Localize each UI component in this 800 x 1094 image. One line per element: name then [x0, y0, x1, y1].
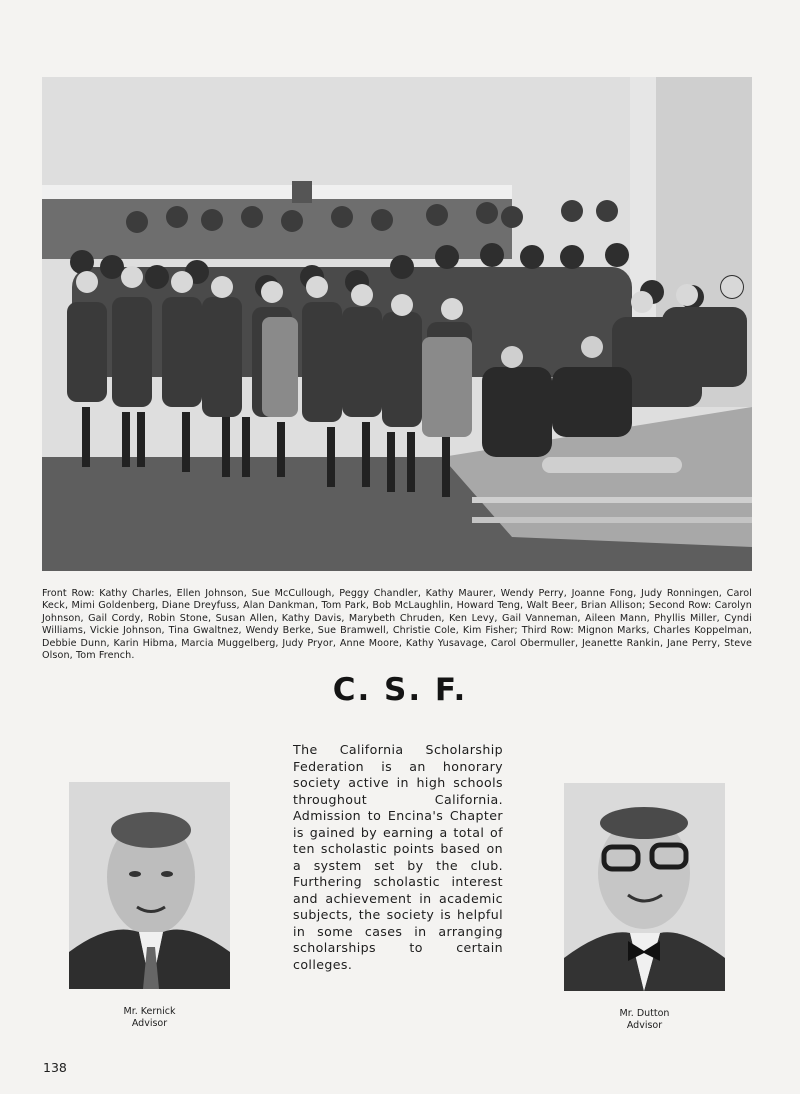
group-photo	[42, 77, 752, 571]
advisor-portrait-dutton	[564, 783, 725, 991]
advisor-role: Advisor	[626, 1020, 663, 1031]
advisor-caption-dutton	[564, 1008, 725, 1032]
page-number: 138	[43, 1060, 67, 1075]
advisor-name: Mr. Dutton	[619, 1008, 670, 1019]
page-title: C. S. F.	[332, 672, 468, 708]
photo-caption: Front Row: Kathy Charles, Ellen Johnson, Sue McCullough, Peggy Chandler, Kathy Maurer, Wendy Perry, Joanne Fong, Judy Ronningen, Carol Keck, Mimi Goldenberg, Diane Dreyfuss, Alan Dankman, Tom Park, Bob McLaughlin, Howard Teng, Walt Beer, Brian Allison; Second Row: Carolyn Johnson, Gail Cordy, Robin Stone, Susan Allen, Kathy Davis, Marybeth Chruden, Ken Levy, Gail Vanneman, Aileen Mann, Phyllis Miller, Cyndi Williams, Vickie Johnson, Tina Gwaltnez, Wendy Berke, Sue Bramwell, Christie Cole, Kim Fisher; Third Row: Mignon Marks, Charles Koppelman, Debbie Dunn, Karin Hibma, Marcia Muggelberg, Judy Pryor, Anne Moore, Kathy Yusavage, Carol Obermuller, Jeanette Rankin, Jane Perry, Steve Olson, Tom French.	[42, 588, 752, 662]
advisor-portrait-kernick	[69, 782, 230, 989]
advisor-name: Mr. Kernick	[123, 1006, 176, 1017]
advisor-role: Advisor	[131, 1018, 168, 1029]
advisor-caption-kernick	[69, 1006, 230, 1030]
body-paragraph: The California Scholarship Federation is an honorary society active in high schools throughout California. Admission to Encina's Chapter is gained by earning a total of ten scholastic points based on a system set by the club. Furthering scholastic interest and achievement in academic subjects, the society is helpful in some cases in arranging scholarships to certain colleges.	[293, 742, 503, 972]
